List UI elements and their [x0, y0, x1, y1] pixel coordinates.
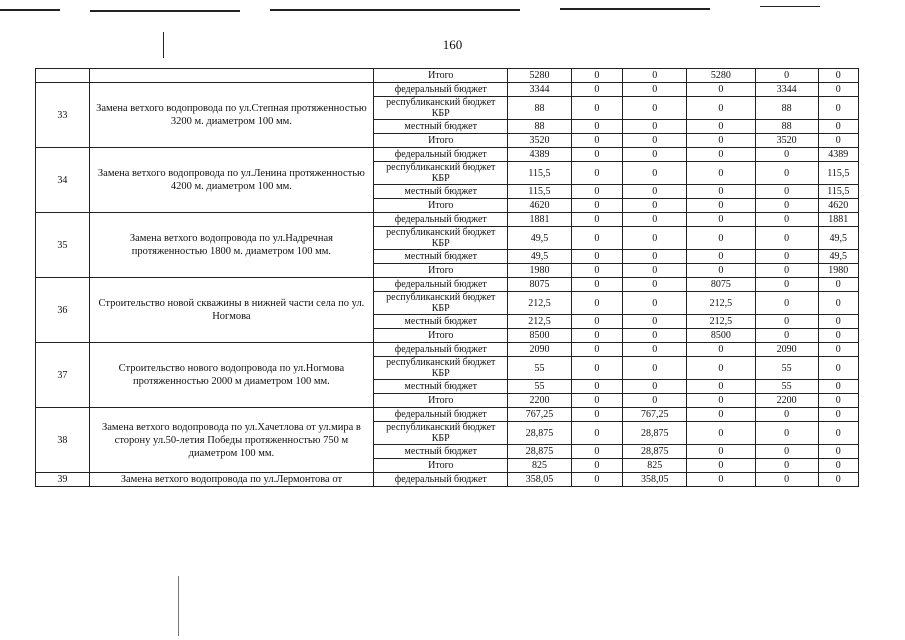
source-cell: республиканский бюджет КБР — [374, 357, 508, 380]
amount-cell: 0 — [755, 264, 818, 278]
amount-cell: 0 — [571, 199, 623, 213]
amount-cell: 0 — [755, 213, 818, 227]
amount-cell: 0 — [571, 394, 623, 408]
amount-cell: 212,5 — [687, 315, 755, 329]
source-cell: республиканский бюджет КБР — [374, 97, 508, 120]
amount-cell: 0 — [818, 343, 858, 357]
budget-table — [35, 68, 859, 487]
amount-cell: 0 — [818, 292, 858, 315]
amount-cell: 0 — [755, 162, 818, 185]
amount-cell: 0 — [818, 69, 858, 83]
amount-cell: 358,05 — [508, 473, 571, 487]
amount-cell: 28,875 — [508, 445, 571, 459]
amount-cell: 0 — [687, 213, 755, 227]
amount-cell: 0 — [687, 162, 755, 185]
amount-cell: 28,875 — [508, 422, 571, 445]
source-cell: федеральный бюджет — [374, 213, 508, 227]
amount-cell: 115,5 — [818, 162, 858, 185]
item-number-cell: 36 — [36, 278, 90, 343]
amount-cell: 0 — [755, 185, 818, 199]
amount-cell: 0 — [623, 394, 687, 408]
source-cell: местный бюджет — [374, 250, 508, 264]
amount-cell: 2200 — [508, 394, 571, 408]
amount-cell: 88 — [755, 97, 818, 120]
amount-cell: 0 — [687, 227, 755, 250]
amount-cell: 0 — [571, 185, 623, 199]
item-number-cell: 39 — [36, 473, 90, 487]
amount-cell: 0 — [571, 408, 623, 422]
item-number-cell — [36, 69, 90, 83]
description-cell — [89, 69, 373, 83]
table-row — [36, 83, 859, 97]
amount-cell: 0 — [571, 445, 623, 459]
amount-cell: 8500 — [687, 329, 755, 343]
amount-cell: 0 — [818, 459, 858, 473]
amount-cell: 767,25 — [508, 408, 571, 422]
amount-cell: 28,875 — [623, 445, 687, 459]
amount-cell: 0 — [818, 134, 858, 148]
amount-cell: 115,5 — [508, 185, 571, 199]
amount-cell: 767,25 — [623, 408, 687, 422]
source-cell: Итого — [374, 459, 508, 473]
amount-cell: 0 — [571, 357, 623, 380]
table-row — [36, 278, 859, 292]
amount-cell: 2090 — [755, 343, 818, 357]
amount-cell: 0 — [571, 227, 623, 250]
amount-cell: 28,875 — [623, 422, 687, 445]
amount-cell: 55 — [508, 380, 571, 394]
source-cell: Итого — [374, 329, 508, 343]
amount-cell: 0 — [571, 250, 623, 264]
amount-cell: 0 — [623, 329, 687, 343]
amount-cell: 49,5 — [508, 250, 571, 264]
amount-cell: 55 — [508, 357, 571, 380]
amount-cell: 0 — [755, 278, 818, 292]
scan-top-rule — [560, 8, 710, 10]
amount-cell: 8075 — [687, 278, 755, 292]
source-cell: местный бюджет — [374, 380, 508, 394]
item-number-cell: 38 — [36, 408, 90, 473]
amount-cell: 0 — [755, 422, 818, 445]
description-cell: Строительство нового водопровода по ул.Ногмова протяженностью 2000 м диаметром 100 мм. — [89, 343, 373, 408]
amount-cell: 0 — [755, 315, 818, 329]
amount-cell: 0 — [818, 445, 858, 459]
amount-cell: 88 — [755, 120, 818, 134]
amount-cell: 0 — [571, 213, 623, 227]
amount-cell: 1881 — [818, 213, 858, 227]
amount-cell: 0 — [623, 380, 687, 394]
amount-cell: 0 — [687, 408, 755, 422]
amount-cell: 0 — [818, 120, 858, 134]
amount-cell: 2090 — [508, 343, 571, 357]
amount-cell: 0 — [818, 315, 858, 329]
scan-top-rule — [90, 10, 240, 12]
amount-cell: 0 — [818, 357, 858, 380]
amount-cell: 0 — [687, 380, 755, 394]
amount-cell: 0 — [623, 343, 687, 357]
source-cell: местный бюджет — [374, 185, 508, 199]
amount-cell: 115,5 — [818, 185, 858, 199]
scan-mark — [178, 576, 179, 636]
table-row — [36, 148, 859, 162]
amount-cell: 0 — [623, 278, 687, 292]
source-cell: федеральный бюджет — [374, 473, 508, 487]
amount-cell: 5280 — [687, 69, 755, 83]
amount-cell: 0 — [687, 134, 755, 148]
amount-cell: 212,5 — [508, 315, 571, 329]
amount-cell: 212,5 — [508, 292, 571, 315]
source-cell: местный бюджет — [374, 120, 508, 134]
amount-cell: 0 — [623, 213, 687, 227]
amount-cell: 8075 — [508, 278, 571, 292]
amount-cell: 0 — [623, 185, 687, 199]
amount-cell: 55 — [755, 380, 818, 394]
amount-cell: 0 — [623, 315, 687, 329]
amount-cell: 2200 — [755, 394, 818, 408]
amount-cell: 0 — [623, 199, 687, 213]
amount-cell: 4620 — [818, 199, 858, 213]
amount-cell: 0 — [818, 408, 858, 422]
amount-cell: 0 — [687, 250, 755, 264]
amount-cell: 358,05 — [623, 473, 687, 487]
amount-cell: 0 — [687, 264, 755, 278]
amount-cell: 0 — [571, 97, 623, 120]
amount-cell: 0 — [571, 292, 623, 315]
amount-cell: 0 — [571, 148, 623, 162]
amount-cell: 3344 — [508, 83, 571, 97]
amount-cell: 0 — [571, 264, 623, 278]
table-row — [36, 408, 859, 422]
amount-cell: 0 — [623, 357, 687, 380]
source-cell: федеральный бюджет — [374, 278, 508, 292]
table-row — [36, 213, 859, 227]
amount-cell: 0 — [623, 264, 687, 278]
source-cell: республиканский бюджет КБР — [374, 162, 508, 185]
description-cell: Строительство новой скважины в нижней части села по ул. Ногмова — [89, 278, 373, 343]
amount-cell: 0 — [623, 134, 687, 148]
amount-cell: 0 — [687, 148, 755, 162]
amount-cell: 0 — [571, 162, 623, 185]
amount-cell: 0 — [623, 97, 687, 120]
description-cell: Замена ветхого водопровода по ул.Ленина протяженностью 4200 м. диаметром 100 мм. — [89, 148, 373, 213]
amount-cell: 3520 — [508, 134, 571, 148]
amount-cell: 55 — [755, 357, 818, 380]
amount-cell: 0 — [818, 278, 858, 292]
amount-cell: 0 — [623, 162, 687, 185]
amount-cell: 0 — [687, 199, 755, 213]
amount-cell: 0 — [755, 459, 818, 473]
amount-cell: 0 — [755, 408, 818, 422]
amount-cell: 0 — [755, 69, 818, 83]
amount-cell: 0 — [571, 83, 623, 97]
amount-cell: 8500 — [508, 329, 571, 343]
amount-cell: 88 — [508, 97, 571, 120]
table-row — [36, 473, 859, 487]
amount-cell: 0 — [755, 445, 818, 459]
item-number-cell: 35 — [36, 213, 90, 278]
amount-cell: 0 — [818, 83, 858, 97]
amount-cell: 3344 — [755, 83, 818, 97]
amount-cell: 1980 — [508, 264, 571, 278]
amount-cell: 0 — [687, 357, 755, 380]
amount-cell: 0 — [687, 459, 755, 473]
amount-cell: 0 — [818, 329, 858, 343]
amount-cell: 4389 — [818, 148, 858, 162]
amount-cell: 0 — [571, 380, 623, 394]
description-cell: Замена ветхого водопровода по ул.Надречная протяженностью 1800 м. диаметром 100 мм. — [89, 213, 373, 278]
amount-cell: 0 — [571, 329, 623, 343]
amount-cell: 0 — [623, 83, 687, 97]
source-cell: федеральный бюджет — [374, 343, 508, 357]
amount-cell: 0 — [571, 473, 623, 487]
amount-cell: 0 — [687, 185, 755, 199]
amount-cell: 0 — [687, 97, 755, 120]
amount-cell: 0 — [755, 148, 818, 162]
amount-cell: 0 — [571, 422, 623, 445]
item-number-cell: 33 — [36, 83, 90, 148]
budget-table-body — [36, 69, 859, 487]
amount-cell: 0 — [818, 394, 858, 408]
amount-cell: 0 — [755, 292, 818, 315]
source-cell: местный бюджет — [374, 315, 508, 329]
amount-cell: 4620 — [508, 199, 571, 213]
amount-cell: 0 — [755, 250, 818, 264]
source-cell: федеральный бюджет — [374, 83, 508, 97]
amount-cell: 0 — [571, 315, 623, 329]
amount-cell: 115,5 — [508, 162, 571, 185]
amount-cell: 0 — [818, 422, 858, 445]
amount-cell: 0 — [755, 199, 818, 213]
amount-cell: 0 — [571, 69, 623, 83]
scan-top-rule — [0, 9, 60, 11]
amount-cell: 0 — [755, 329, 818, 343]
amount-cell: 825 — [623, 459, 687, 473]
amount-cell: 0 — [818, 380, 858, 394]
amount-cell: 0 — [755, 227, 818, 250]
source-cell: федеральный бюджет — [374, 148, 508, 162]
amount-cell: 0 — [623, 227, 687, 250]
amount-cell: 0 — [571, 278, 623, 292]
amount-cell: 0 — [623, 69, 687, 83]
source-cell: республиканский бюджет КБР — [374, 292, 508, 315]
amount-cell: 0 — [623, 292, 687, 315]
source-cell: Итого — [374, 264, 508, 278]
scan-top-rule — [270, 9, 520, 11]
amount-cell: 0 — [623, 148, 687, 162]
amount-cell: 5280 — [508, 69, 571, 83]
source-cell: Итого — [374, 134, 508, 148]
amount-cell: 0 — [687, 445, 755, 459]
amount-cell: 0 — [818, 97, 858, 120]
amount-cell: 0 — [571, 134, 623, 148]
amount-cell: 0 — [571, 343, 623, 357]
amount-cell: 0 — [818, 473, 858, 487]
amount-cell: 49,5 — [508, 227, 571, 250]
amount-cell: 49,5 — [818, 227, 858, 250]
amount-cell: 1881 — [508, 213, 571, 227]
amount-cell: 1980 — [818, 264, 858, 278]
source-cell: Итого — [374, 394, 508, 408]
table-row — [36, 343, 859, 357]
amount-cell: 4389 — [508, 148, 571, 162]
source-cell: республиканский бюджет КБР — [374, 227, 508, 250]
amount-cell: 0 — [687, 422, 755, 445]
amount-cell: 0 — [687, 473, 755, 487]
amount-cell: 0 — [687, 83, 755, 97]
amount-cell: 0 — [571, 459, 623, 473]
amount-cell: 825 — [508, 459, 571, 473]
source-cell: федеральный бюджет — [374, 408, 508, 422]
page-number: 160 — [442, 37, 463, 52]
source-cell: республиканский бюджет КБР — [374, 422, 508, 445]
table-row — [36, 69, 859, 83]
description-cell: Замена ветхого водопровода по ул.Лермонтова от — [89, 473, 373, 487]
scan-top-rule — [760, 6, 820, 7]
amount-cell: 0 — [623, 250, 687, 264]
item-number-cell: 34 — [36, 148, 90, 213]
amount-cell: 3520 — [755, 134, 818, 148]
amount-cell: 212,5 — [687, 292, 755, 315]
source-cell: местный бюджет — [374, 445, 508, 459]
item-number-cell: 37 — [36, 343, 90, 408]
amount-cell: 0 — [755, 473, 818, 487]
description-cell: Замена ветхого водопровода по ул.Хачетлова от ул.мира в сторону ул.50-летия Победы протяженностью 750 м диаметром 100 мм. — [89, 408, 373, 473]
source-cell: Итого — [374, 69, 508, 83]
amount-cell: 49,5 — [818, 250, 858, 264]
amount-cell: 0 — [687, 120, 755, 134]
amount-cell: 0 — [687, 394, 755, 408]
amount-cell: 0 — [687, 343, 755, 357]
amount-cell: 0 — [623, 120, 687, 134]
amount-cell: 0 — [571, 120, 623, 134]
source-cell: Итого — [374, 199, 508, 213]
description-cell: Замена ветхого водопровода по ул.Степная протяженностью 3200 м. диаметром 100 мм. — [89, 83, 373, 148]
amount-cell: 88 — [508, 120, 571, 134]
